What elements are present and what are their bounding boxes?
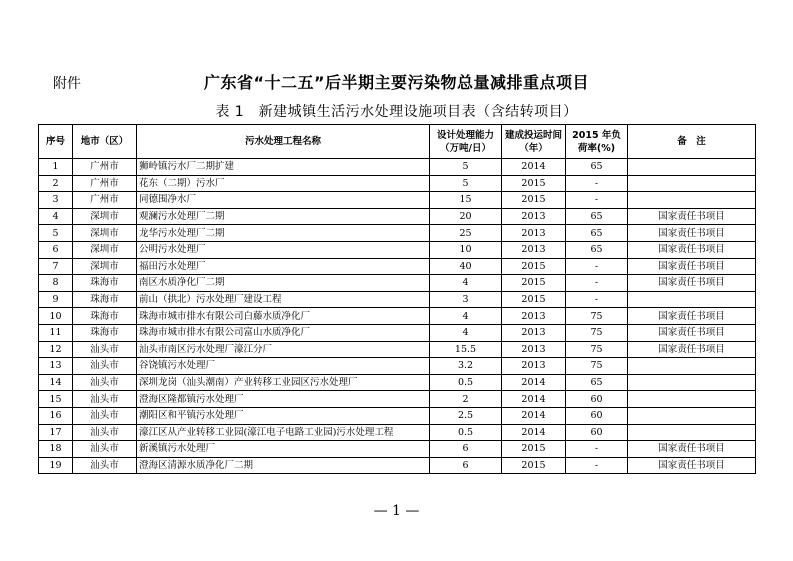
cell-note: 国家责任书项目: [628, 441, 756, 458]
cell-load-rate: 75: [566, 341, 628, 358]
cell-capacity: 3.2: [430, 358, 502, 375]
cell-year: 2013: [502, 225, 566, 242]
cell-city: 深圳市: [73, 258, 137, 275]
table-row: [39, 208, 756, 225]
cell-project-name: 潮阳区和平镇污水处理厂: [137, 407, 430, 424]
cell-capacity: 10: [430, 241, 502, 258]
cell-no: 11: [39, 324, 73, 341]
cell-no: 19: [39, 457, 73, 474]
cell-note: [628, 391, 756, 408]
cell-city: 珠海市: [73, 275, 137, 292]
cell-project-name: 珠海市城市排水有限公司白藤水质净化厂: [137, 308, 430, 325]
cell-year: 2015: [502, 258, 566, 275]
cell-note: [628, 374, 756, 391]
cell-project-name: 澄海区清源水质净化厂二期: [137, 457, 430, 474]
cell-city: 广州市: [73, 192, 137, 209]
cell-no: 2: [39, 175, 73, 192]
header-year: 建成投运时间（年）: [502, 125, 566, 159]
cell-load-rate: 65: [566, 374, 628, 391]
cell-project-name: 新溪镇污水处理厂: [137, 441, 430, 458]
cell-load-rate: 60: [566, 391, 628, 408]
table-row: [39, 424, 756, 441]
cell-capacity: 6: [430, 441, 502, 458]
cell-load-rate: 75: [566, 308, 628, 325]
table-row: [39, 374, 756, 391]
cell-no: 18: [39, 441, 73, 458]
cell-note: 国家责任书项目: [628, 208, 756, 225]
cell-project-name: 深圳龙岗（汕头潮南）产业转移工业园区污水处理厂: [137, 374, 430, 391]
cell-city: 汕头市: [73, 407, 137, 424]
cell-year: 2015: [502, 175, 566, 192]
cell-city: 汕头市: [73, 358, 137, 375]
table-row: [39, 241, 756, 258]
table-row: [39, 159, 756, 176]
cell-load-rate: -: [566, 275, 628, 292]
cell-capacity: 15: [430, 192, 502, 209]
cell-city: 汕头市: [73, 341, 137, 358]
header-no: 序号: [39, 125, 73, 159]
cell-no: 5: [39, 225, 73, 242]
cell-year: 2015: [502, 192, 566, 209]
header-capacity: 设计处理能力（万吨/日）: [430, 125, 502, 159]
cell-year: 2015: [502, 291, 566, 308]
cell-project-name: 花东（二期）污水厂: [137, 175, 430, 192]
cell-capacity: 4: [430, 324, 502, 341]
cell-capacity: 25: [430, 225, 502, 242]
cell-capacity: 6: [430, 457, 502, 474]
cell-capacity: 2.5: [430, 407, 502, 424]
cell-project-name: 谷饶镇污水处理厂: [137, 358, 430, 375]
cell-load-rate: 65: [566, 208, 628, 225]
cell-note: 国家责任书项目: [628, 275, 756, 292]
cell-load-rate: 75: [566, 358, 628, 375]
cell-note: [628, 424, 756, 441]
table-row: [39, 192, 756, 209]
header-load-rate: 2015 年负荷率(%): [566, 125, 628, 159]
cell-city: 珠海市: [73, 291, 137, 308]
cell-year: 2015: [502, 441, 566, 458]
cell-city: 汕头市: [73, 457, 137, 474]
cell-year: 2015: [502, 457, 566, 474]
cell-note: 国家责任书项目: [628, 324, 756, 341]
table-row: [39, 291, 756, 308]
cell-note: [628, 192, 756, 209]
cell-no: 9: [39, 291, 73, 308]
cell-note: 国家责任书项目: [628, 308, 756, 325]
cell-capacity: 2: [430, 391, 502, 408]
cell-year: 2014: [502, 391, 566, 408]
cell-year: 2014: [502, 159, 566, 176]
cell-city: 深圳市: [73, 241, 137, 258]
cell-note: [628, 291, 756, 308]
cell-city: 汕头市: [73, 424, 137, 441]
cell-capacity: 5: [430, 159, 502, 176]
cell-capacity: 40: [430, 258, 502, 275]
cell-no: 12: [39, 341, 73, 358]
table-caption: 表 1 新建城镇生活污水处理设施项目表（含结转项目）: [215, 104, 578, 120]
cell-no: 1: [39, 159, 73, 176]
cell-city: 汕头市: [73, 441, 137, 458]
cell-capacity: 4: [430, 275, 502, 292]
cell-no: 16: [39, 407, 73, 424]
table-row: [39, 275, 756, 292]
page-number: — 1 —: [373, 503, 420, 519]
cell-city: 珠海市: [73, 308, 137, 325]
cell-year: 2014: [502, 407, 566, 424]
cell-project-name: 公明污水处理厂: [137, 241, 430, 258]
cell-capacity: 20: [430, 208, 502, 225]
cell-note: [628, 407, 756, 424]
cell-load-rate: 60: [566, 424, 628, 441]
table-row: [39, 308, 756, 325]
cell-year: 2013: [502, 241, 566, 258]
cell-no: 14: [39, 374, 73, 391]
cell-load-rate: -: [566, 291, 628, 308]
cell-year: 2014: [502, 374, 566, 391]
cell-project-name: 前山（拱北）污水处理厂建设工程: [137, 291, 430, 308]
cell-note: [628, 159, 756, 176]
table-row: [39, 225, 756, 242]
cell-load-rate: -: [566, 441, 628, 458]
cell-note: 国家责任书项目: [628, 241, 756, 258]
cell-year: 2013: [502, 208, 566, 225]
document-title: 广东省“十二五”后半期主要污染物总量减排重点项目: [203, 73, 590, 92]
cell-load-rate: 60: [566, 407, 628, 424]
cell-city: 广州市: [73, 159, 137, 176]
cell-no: 17: [39, 424, 73, 441]
cell-year: 2013: [502, 341, 566, 358]
cell-no: 7: [39, 258, 73, 275]
table-row: [39, 175, 756, 192]
cell-capacity: 0.5: [430, 424, 502, 441]
header-project-name: 污水处理工程名称: [137, 125, 430, 159]
cell-note: 国家责任书项目: [628, 341, 756, 358]
cell-city: 汕头市: [73, 374, 137, 391]
cell-capacity: 3: [430, 291, 502, 308]
attachment-label: 附件: [53, 76, 81, 92]
cell-year: 2013: [502, 308, 566, 325]
cell-note: [628, 358, 756, 375]
cell-year: 2015: [502, 275, 566, 292]
table-row: [39, 441, 756, 458]
cell-project-name: 观澜污水处理厂二期: [137, 208, 430, 225]
table-row: [39, 457, 756, 474]
cell-load-rate: -: [566, 457, 628, 474]
table-row: [39, 258, 756, 275]
cell-project-name: 汕头市南区污水处理厂濠江分厂: [137, 341, 430, 358]
cell-capacity: 5: [430, 175, 502, 192]
cell-capacity: 4: [430, 308, 502, 325]
cell-no: 13: [39, 358, 73, 375]
table-row: [39, 341, 756, 358]
cell-city: 珠海市: [73, 324, 137, 341]
cell-no: 4: [39, 208, 73, 225]
table-header-row: [39, 125, 756, 159]
table-row: [39, 358, 756, 375]
cell-load-rate: -: [566, 175, 628, 192]
cell-project-name: 同德围净水厂: [137, 192, 430, 209]
cell-capacity: 15.5: [430, 341, 502, 358]
cell-load-rate: 75: [566, 324, 628, 341]
cell-no: 3: [39, 192, 73, 209]
cell-note: 国家责任书项目: [628, 258, 756, 275]
cell-city: 深圳市: [73, 208, 137, 225]
cell-project-name: 澄海区隆都镇污水处理厂: [137, 391, 430, 408]
cell-note: [628, 175, 756, 192]
cell-load-rate: -: [566, 258, 628, 275]
cell-city: 广州市: [73, 175, 137, 192]
cell-project-name: 福田污水处理厂: [137, 258, 430, 275]
cell-project-name: 珠海市城市排水有限公司富山水质净化厂: [137, 324, 430, 341]
cell-capacity: 0.5: [430, 374, 502, 391]
header-note: 备 注: [628, 125, 756, 159]
cell-year: 2014: [502, 424, 566, 441]
project-table: [38, 124, 756, 474]
cell-no: 15: [39, 391, 73, 408]
header-city: 地市（区）: [73, 125, 137, 159]
cell-project-name: 龙华污水处理厂二期: [137, 225, 430, 242]
cell-no: 6: [39, 241, 73, 258]
table-row: [39, 324, 756, 341]
cell-project-name: 南区水质净化厂二期: [137, 275, 430, 292]
cell-no: 10: [39, 308, 73, 325]
cell-year: 2013: [502, 324, 566, 341]
cell-note: 国家责任书项目: [628, 225, 756, 242]
cell-load-rate: 65: [566, 241, 628, 258]
cell-load-rate: -: [566, 192, 628, 209]
cell-city: 深圳市: [73, 225, 137, 242]
table-row: [39, 391, 756, 408]
cell-project-name: 狮岭镇污水厂二期扩建: [137, 159, 430, 176]
cell-note: 国家责任书项目: [628, 457, 756, 474]
cell-year: 2013: [502, 358, 566, 375]
table-row: [39, 407, 756, 424]
cell-load-rate: 65: [566, 225, 628, 242]
cell-no: 8: [39, 275, 73, 292]
cell-city: 汕头市: [73, 391, 137, 408]
cell-project-name: 濠江区从产业转移工业园(濠江电子电路工业园)污水处理工程: [137, 424, 430, 441]
cell-load-rate: 65: [566, 159, 628, 176]
